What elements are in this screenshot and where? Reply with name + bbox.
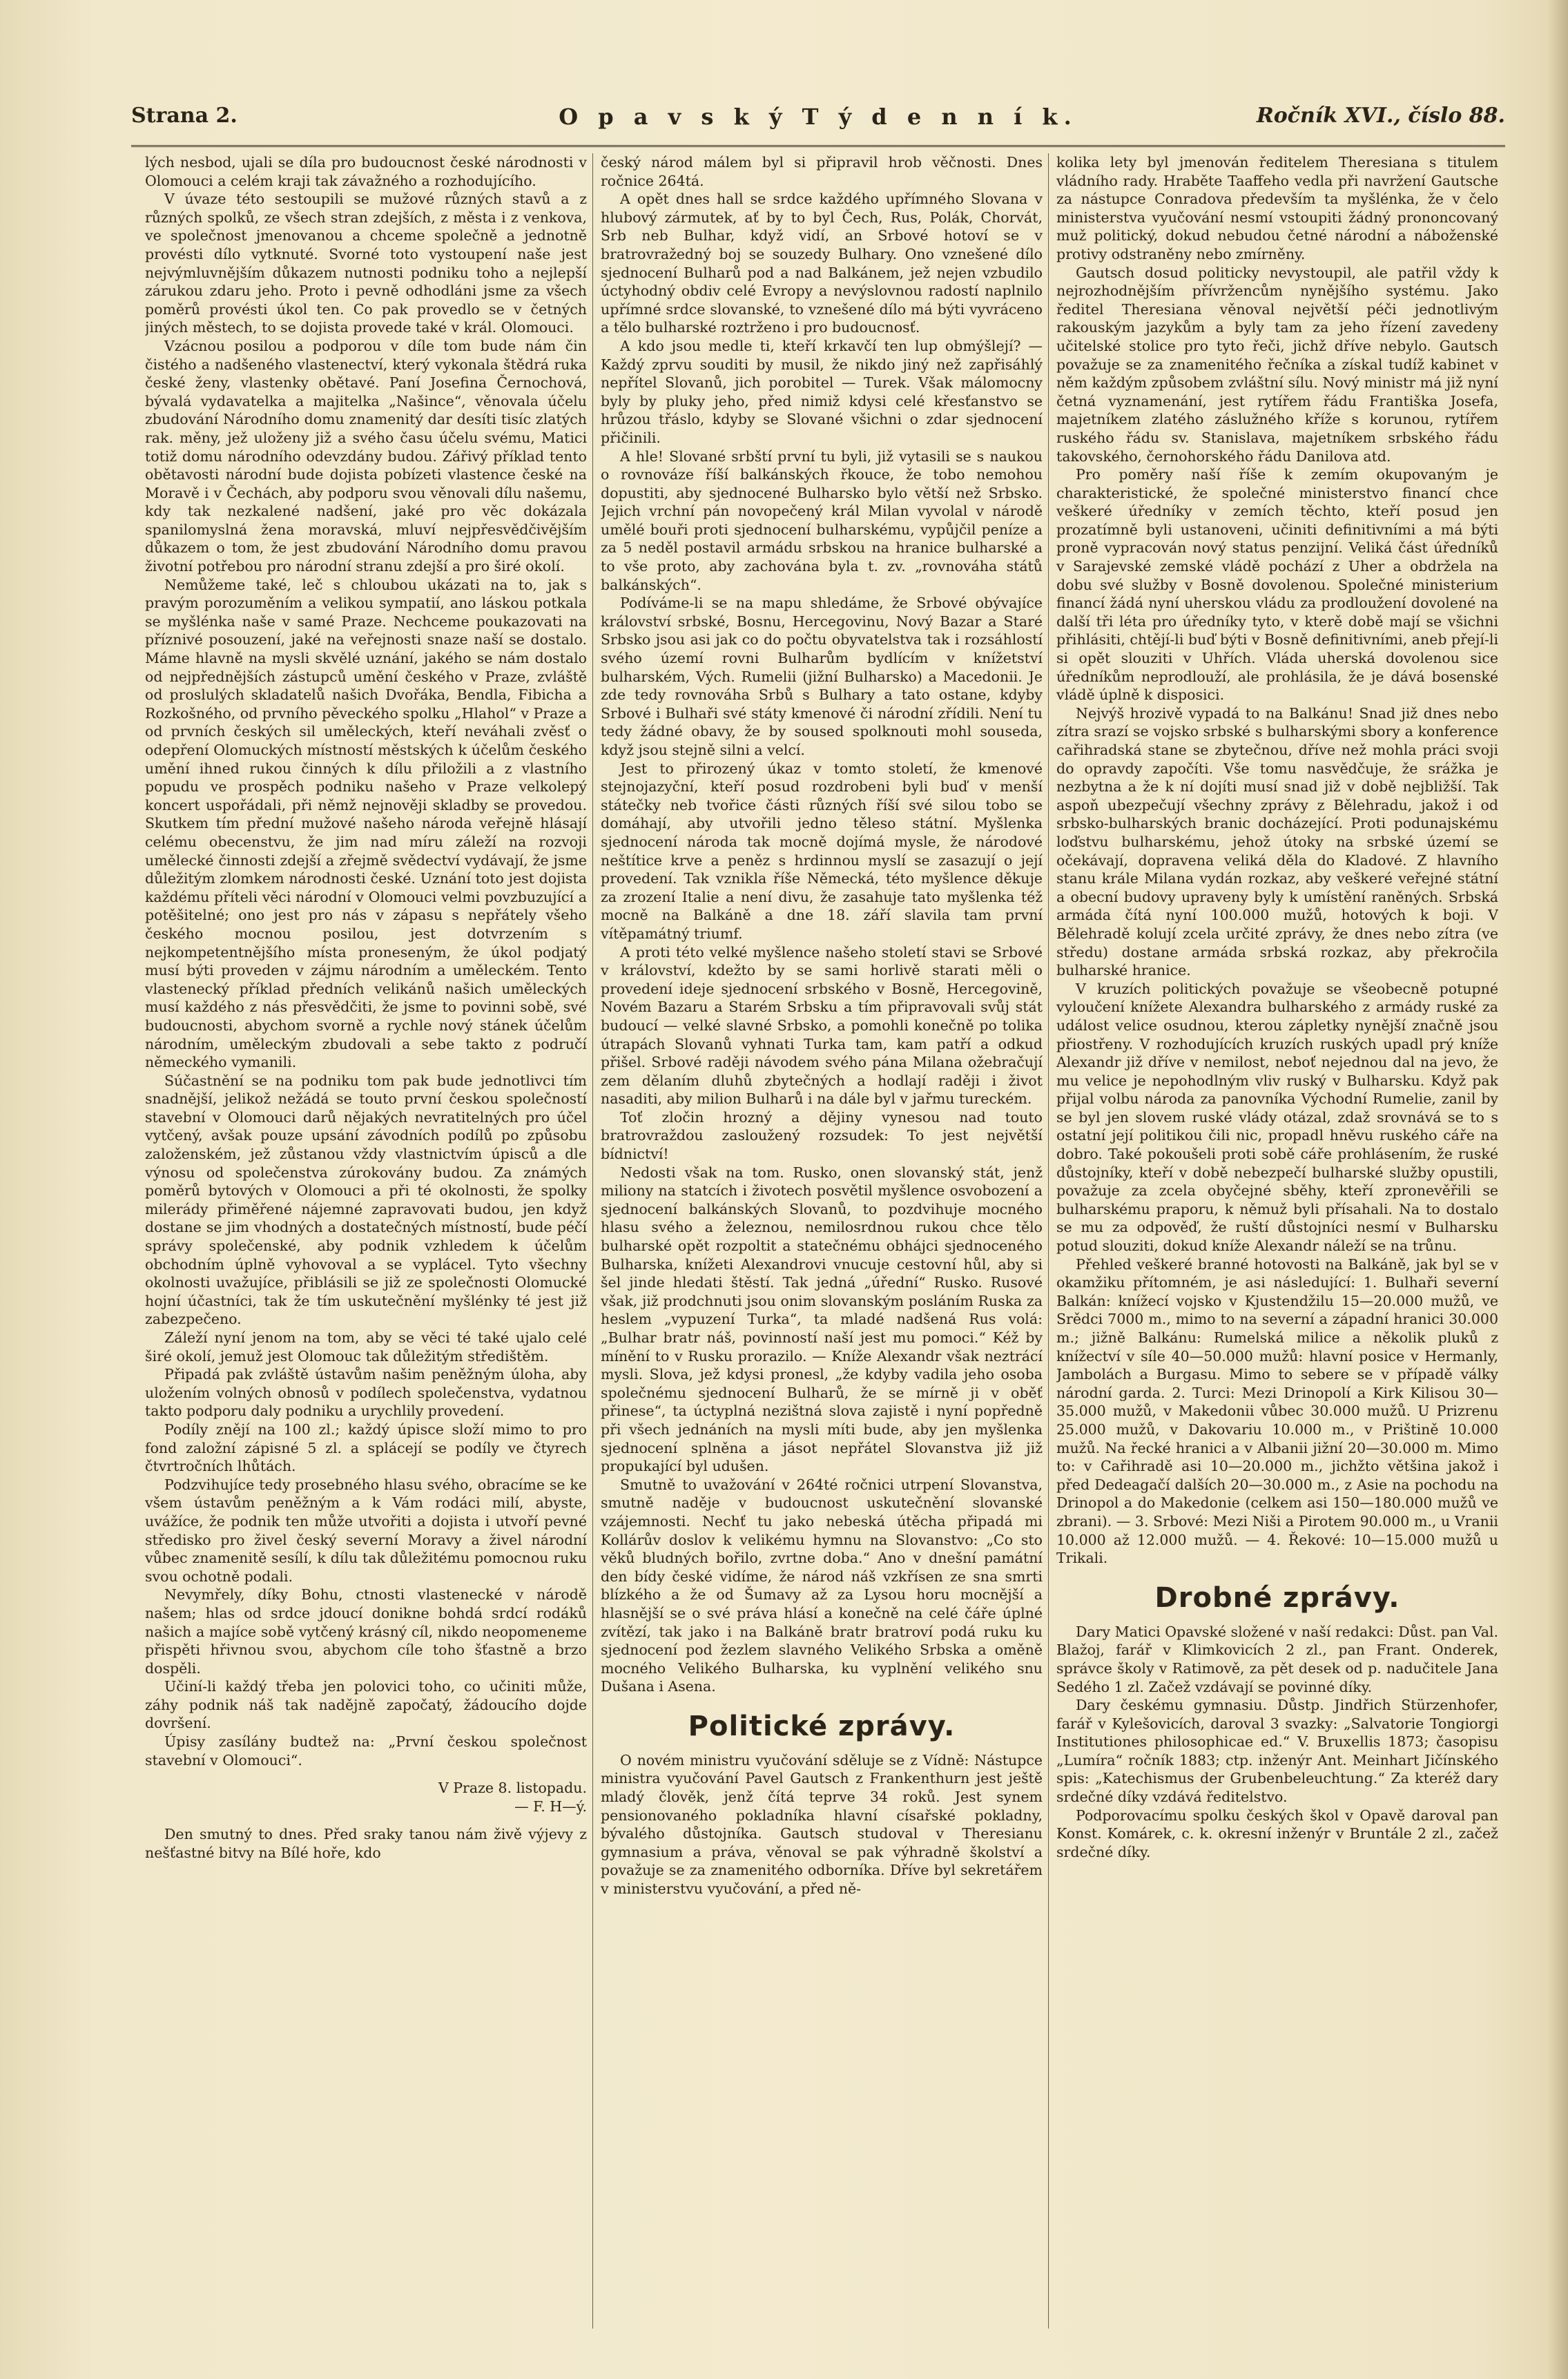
column-divider	[1048, 153, 1049, 2329]
spacer	[145, 1815, 587, 1825]
column-3	[1056, 153, 1498, 2329]
paragraph: kolika lety byl jmenován ředitelem Theresiana s titulem vládního rady. Hraběte Taaffeho vedla při navržení Gautsche za nástupce Conradova především ta myšlénka, že v čelo ministerstva vyučování nesmí vstoupiti žádný prononcovaný muž politický, dokud nebudou četné národní a náboženské protivy odstraněny nebo zmírněny.	[1056, 154, 1498, 262]
page-header	[131, 104, 1505, 147]
paragraph: V úvaze této sestoupili se mužové různých stavů a z různých spolků, ze všech stran zdejších, z města i z venkova, ve společnost jmenovanou a chceme společně a jednotně provésti dílo vytknuté. Svorné toto vystoupení naše jest nejvýmluvnějším důkazem nutnosti podniku toho a nejlepší zárukou zdaru jeho. Proto i pevně odhodláni jsme za všech poměrů provésti úkol ten. Co pak provedlo se v četných jiných městech, to se dojista provede také v král. Olomouci.	[145, 191, 587, 336]
paragraph: V kruzích politických považuje se všeobecně potupné vyloučení knížete Alexandra bulharského z armády ruské za událost velice osudnou, kterou zápletky nynější značně jsou přiostřeny. V rozhodujících kruzích ruských upadl prý kníže Alexandr již dříve v nemilost, neboť nejednou dal na jevo, že mu velice je nepohodlným vliv ruský v Bulharsku. Když pak přijal volbu národa za panovníka Východní Rumelie, zanil by se byl jen slovem ruské vlády otázal, zdaž srovnává se to s ostatní její politikou čili nic, propadl hněvu ruského cáře na dobro. Také pokoušeli proti sobě cáře prohlásením, že ruské důstojníky, kteří v době nebezpečí bulharské služby opustili, považuje za zcela obyčejné sběhy, kteří zpronevěřili se bulharskému praporu, k němuž byli přísahali. Na to dostalo se mu za odpověď, že ruští důstojníci nesmí v Bulharsku potud slouziti, dokud kníže Alexandr náleží se na trůnu.	[1056, 980, 1498, 1255]
paragraph: Nevymřely, díky Bohu, ctnosti vlastenecké v národě našem; hlas od srdce jdoucí donikne bohdá srdcí rodáků našich a majíce sobě vytčený krásný cíl, nikdo neopomeneme přispěti hřivnou svou, abychom cíle toho šťastně a brzo dospěli.	[145, 1586, 587, 1677]
paragraph: Podzvihujíce tedy prosebného hlasu svého, obracíme se ke všem ústavům peněžným a k Vám rodáci milí, abyste, uvážíce, že podnik ten může utvořiti a dojista i utvoří pevné středisko pro živel český severní Moravy a živel národní vůbec znamenitě sesílí, k dílu tak důležitému pomocnou ruku svou ochotně podali.	[145, 1476, 587, 1585]
page-edge-shadow	[1547, 0, 1568, 2379]
paragraph: Smutně to uvažování v 264té ročnici utrpení Slovanstva, smutně naděje v budoucnost uskutečnění slovanské vzájemnosti. Nechť tu jako nebeská útěcha připadá mi Kollárův doslov k velikému hymnu na Slovanstvo: „Co sto věků bludných bořilo, zvrtne doba.“ Ano v dnešní památní den bídy české vidíme, že národ náš vzkřísen ze sna smrti blízkého a že od Šumavy až za Lysou horu mocnější a hlasnější se o své práva hlásí a konečně na celé čáře úplné zvítězí, tak jako i na Balkáně bratr bratroví podá ruku ku sjednocení pod žezlem slavného Velikého Srbska a oměně mocného Velikého Bulharska, ku vyplnění velikého snu Dušana i Asena.	[601, 1476, 1043, 1695]
paragraph: Připadá pak zvláště ústavům našim peněžným úloha, aby uložením volných obnosů v podílech společenstva, vydatnou takto podporu daly podniku a urychlily provedení.	[145, 1366, 587, 1420]
spacer	[145, 1769, 587, 1779]
paragraph: Podíly znějí na 100 zl.; každý úpisce složí mimo to pro fond založní zápisné 5 zl. a splácejí se podíly ve čtyrech čtvrtročních lhůtách.	[145, 1420, 587, 1475]
column-1	[145, 153, 587, 2329]
section-title-politicke-zpravy: Politické zprávy.	[688, 1710, 956, 1742]
paragraph: Podporovacímu spolku českých škol v Opavě daroval pan Konst. Komárek, c. k. okresní inženýr v Bruntále 2 zl., začež srdečné díky.	[1056, 1807, 1498, 1860]
column-divider	[592, 153, 593, 2329]
paragraph: O novém ministru vyučování sděluje se z Vídně: Nástupce ministra vyučování Pavel Gautsch z Frankenthurn jest ještě mladý člověk, jenž čítá teprve 34 roků. Jest synem pensionovaného pokladníka hlavní císařské pokladny, bývalého důstojníka. Gautsch studoval v Theresianu gymnasium a práva, věnoval se pak výhradně školství a považuje se za znamenitého odborníka. Dříve byl sekretářem v ministerstvu vyučování, a před ně-	[601, 1751, 1043, 1898]
paragraph: Záleží nyní jenom na tom, aby se věci té také ujalo celé širé okolí, jemuž jest Olomouc tak důležitým středištěm.	[145, 1329, 587, 1365]
paragraph: Vzácnou posilou a podporou v díle tom bude nám čin čistého a nadšeného vlastenectví, který vykonala štědrá ruka české ženy, vlastenky obětavé. Paní Josefina Černochová, bývalá vydavatelka a majitelka „Našince“, věnovala účelu zbudování Národního domu znamenitý dar desíti tisíc zlatých rak. měny, jež uloženy již a svého času účelu svému, Matici totiž domu národního odevzdány budou. Zářivý příklad tento obětavosti národní bude dojista pobízeti vlastence české na Moravě i v Čechách, aby podporu svou věnovali dílu našemu, kdy tak nezkalené nadšení, jaké pro věc dokázala spanilomyslná žena moravská, mluví nejpřesvědčivějším důkazem o tom, že jest zbudování Národního domu pravou životní potřebou pro národní stranu zdejší a pro širé okolí.	[145, 337, 587, 575]
paragraph: Den smutný to dnes. Před sraky tanou nám živě výjevy z nešťastné bitvy na Bílé hoře, kdo	[145, 1826, 587, 1862]
paragraph: Dary českému gymnasiu. Důstp. Jindřich Stürzenhofer, farář v Kylešovicích, daroval 3 svazky: „Salvatorie Tongiorgi Institutiones philosophicae ed.“ V. Bruxellis 1873; časopisu „Lumíra“ ročník 1883; ctp. inženýr Ant. Meinhart Jičínského spis: „Katechismus der Grubenbeleuchtung.“ Za kteréž dary srdečné díky vzdává ředitelstvo.	[1056, 1697, 1498, 1806]
paragraph: Úpisy zasílány budtež na: „První českou společnost stavební v Olomouci“.	[145, 1733, 587, 1769]
paragraph: Nejvýš hrozivě vypadá to na Balkánu! Snad již dnes nebo zítra srazí se vojsko srbské s bulharskými sbory a konference cařihradská stane se zbytečnou, dříve než mohla práci svoji do opravdy započíti. Vše tomu nasvědčuje, že srážka je nezbytna a že k ní dojíti musí snad již v době nejbližší. Tak aspoň ubezpečují všechny zprávy z Bělehradu, jakož i od srbsko-bulharských branic docházející. Proti podunajskému loďstvu bulharskému, jehož útoky na srbské území se očekávají, dopravena veliká děla do Kladové. Z hlavního stanu krále Milana vydán rozkaz, aby veškeré veřejné státní a obecní budovy upraveny byly k umístění raněných. Srbská armáda čítá nyní 100.000 mužů, hotových k boji. V Bělehradě kolují zcela určité zprávy, že dnes nebo zítra (ve středu) dostane armáda srbská rozkaz, aby překročila bulharské hranice.	[1056, 704, 1498, 979]
section-title-drobne-zpravy: Drobné zprávy.	[1154, 1581, 1400, 1614]
paragraph: Dary Matici Opavské složené v naší redakci: Důst. pan Val. Blažoj, farář v Klimkovicích 2 zl., pan Frant. Onderek, správce školy v Ratimově, za pět desek od p. nadučitele Jana Sedého 1 zl. Začež vzdávají se povinné díky.	[1056, 1623, 1498, 1695]
paragraph: český národ málem byl si připravil hrob věčnosti. Dnes ročnice 264tá.	[601, 154, 1043, 189]
paragraph: Súčastnění se na podniku tom pak bude jednotlivci tím snadnější, jelikož nežádá se touto první českou společností stavební v Olomouci darů nějakých nevratitelných pro účel vytčený, avšak pouze upsání závodních podílů po způsobu založenském, jež zůstanou vždy vlastnictvím úpisců a dle výnosu od společenstva zúrokovány budou. Za známých poměrů bytových v Olomouci a při té okolnosti, že spolky milerády přiměřené nájemné zapravovati budou, jen když dostane se jim vhodných a dostatečných místností, bude péčí správy společenské, aby podnik vzhledem k účelům obchodním úplně vyhovoval a se vyplácel. Tyto všechny okolnosti uvažujíce, přiblásili se již ze společnosti Olomucké hojní účastníci, tak že tím uskutečnění myšlénky té jest již zabezpečeno.	[145, 1072, 587, 1328]
paragraph: Nemůžeme také, leč s chloubou ukázati na to, jak s pravým porozuměním a velikou sympatií, ano láskou potkala se myšlénka naše v samé Praze. Nechceme poukazovati na příznivé posouzení, jaké na veřejnosti snaze naší se dostalo. Máme hlavně na mysli skvělé uznání, jakého se nám dostalo od nejpřednějších zástupců umění českého v Praze, zvláště od proslulých skladatelů našich Dvořáka, Bendla, Fibicha a Rozkošného, od prvního pěveckého spolku „Hlahol“ v Praze a od prvních českých sil uměleckých, kteří neváhali zvěsť o odepření Olomuckých místností městských k účelům českého umění ihned rukou činných k dílu přiložili a z vlastního popudu ve prospěch podniku našeho v Praze velkolepý koncert uspořádali, při němž nejnověji skladby se provedou. Skutkem tím přední mužové našeho národa veřejně hlásají celému obecenstvu, že jim nad míru záleží na rozvoji umělecké činnosti zdejší a zřejmě svědectví vydávají, že jsme důležitým zlomkem národnosti české. Uznání toto jest dojista každému příteli věci národní v Olomouci velmi povzbuzující a potěšitelné; ono jest pro nás v zápasu s nepřátely všeho českého mocnou posilou, jest dotvrzením s nejkompetentnějšího místa proneseným, že úkol podjatý musí býti proveden v zájmu národním a uměleckém. Tento vlastenecký příklad předních velikánů našich uměleckých musí každého z nás přesvědčiti, že jsme to povinni sobě, své budoucnosti, abychom svorně a rychle nový stánek účelům národním, uměleckým zbudovali a sebe takto z područí německého vymanili.	[145, 576, 587, 1071]
paragraph: Podíváme-li se na mapu shledáme, že Srbové obývajíce království srbské, Bosnu, Hercegovinu, Nový Bazar a Staré Srbsko jsou asi jak co do počtu obyvatelstva tak i rozsáhlostí svého území rovni Bulharům bydlícím v knížetství bulharském, Vých. Rumelii (jižní Bulharsko) a Macedonii. Je zde tedy rovnováha Srbů s Bulhary a tato ostane, kdyby Srbové i Bulhaři své státy kmenové či národní zřídili. Není tu tedy žádné obavy, že by soused spolknouti mohl souseda, když jsou stejně silni a velcí.	[601, 595, 1043, 758]
paragraph: A opět dnes hall se srdce každého upřímného Slovana v hlubový zármutek, ať by to byl Čech, Rus, Polák, Chorvát, Srb neb Bulhar, když vidí, an Srbové hotoví se v bratrovražedný boj se souzedy Bulhary. Ono vznešené dílo sjednocení Bulharů pod a nad Balkánem, jež nejen vzbudilo úctyhodný obdiv celé Evropy a nevýslovnou radostí naplnilo upřímné srdce slovanské, to vznešené dílo má býti vyvráceno a tělo bulharské roztrženo i pro budoucnosť.	[601, 191, 1043, 336]
signature: — F. H—ý.	[514, 1798, 587, 1815]
paragraph: A hle! Slované srbští první tu byli, již vytasili se s naukou o rovnováze říší balkánských řkouce, že tobo nemohou dopustiti, aby sjednocené Bulharsko bylo větší než Srbsko. Jejich vrchní pán novopečený král Milan vyvolal v národě umělé bouři proti sjednocení bulharskému, vypůjčil peníze a za 5 neděl postavil armádu srbskou na hranice bulharské a to vše proto, aby zachována byla t. zv. „rovnováha států balkánských“.	[601, 447, 1043, 593]
paragraph: Přehled veškeré branné hotovosti na Balkáně, jak byl se v okamžiku přítomném, je asi následující: 1. Bulhaři severní Balkán: knížecí vojsko v Kjustendžilu 15—20.000 mužů, ve Srědci 7000 m., mimo to na severní a západní hranici 30.000 m.; jižně Balkánu: Rumelská milice a několik pluků z knížectví v síle 40—50.000 mužů: hlavní posice v Hermanly, Jambolách a Burgasu. Mimo to sebere se v případě války národní garda. 2. Turci: Mezi Drinopolí a Kirk Kilisou 30—35.000 mužů, v Makedonii vůbec 30.000 mužů. U Prizrenu 25.000 mužů, v Dakovariu 10.000 m., v Prištině 10.000 mužů. Na řecké hranici a v Albanii jižní 20—30.000 m. Mimo to: v Cařihradě asi 10—20.000 m., jichžto většina jakož i před Dedeagačí dalších 20—30.000 m., z Asie na pochodu na Drinopol a do Makedonie (celkem asi 150—180.000 mužů ve zbrani). — 3. Srbové: Mezi Niši a Pirotem 90.000 m., u Vranii 10.000 až 12.000 mužů. — 4. Řekové: 10—15.000 mužů u Trikali.	[1056, 1255, 1498, 1567]
paragraph: Pro poměry naší říše k zemím okupovaným je charakteristické, že společné ministerstvo financí chce veškeré úředníky v zemích těchto, kteří posud jen prozatímně byli ustanoveni, učiniti definitivními a má býti proně vypracován nový status penzijní. Veliká část úředníků v Sarajevské zemské vládě pochází z Uher a obdržela na dobu své služby v Bosně dovolenou. Společné ministerium financí žádá nyní uherskou vládu za prodloužení dovolené na další tři léta pro úředníky tyto, v kterě době mají se všichni přihlásiti, chtějí-li buď býti v Bosně definitivními, aneb přejí-li si opět slouziti v Uhřích. Vláda uherská dovolenou sice úředníkům neprodlouží, ale prohlásila, že je dává bosenské vládě úplně k disposici.	[1056, 466, 1498, 704]
paragraph: Nedosti však na tom. Rusko, onen slovanský stát, jenž miliony na statcích i životech posvětil myšlence osvobození a sjednocení balkánských Slovanů, to pozdvihuje mocného hlasu svého a železnou, nemilosrdnou rukou chce tělo bulharské opět rozpoltit a statečnému obhájci sjednoceného Bulharska, knížeti Alexandrovi vnucuje cestovní hůl, aby si šel jinde hledati štěstí. Tak jedná „úřední“ Rusko. Rusové však, již prodchnuti jsou onim slovanským posláním Ruska za heslem „vypuzení Turka“, ta mladé nadšená Rus volá: „Bulhar bratr náš, povinností naší jest mu pomoci.“ Kéž by mínění to v Rusku prorazilo. — Kníže Alexandr však neztrácí mysli. Slova, jež kdysi pronesl, „že kdyby vadila jeho osoba společnému sjednocení Bulharů, že se mírně ji v oběť přinese“, ta úctyplná nezištná slova zajistě i nyní popředně při všech jednáních na mysli míti bude, aby jen myšlenka sjednocení splněna a jásot nepřátel Slovanstva již již propukající byl udušen.	[601, 1164, 1043, 1475]
newspaper-title: O p a v s k ý T ý d e n n í k.	[559, 104, 1078, 130]
paragraph: Toť zločin hrozný a dějiny vynesou nad touto bratrovraždou zasloužený rozsudek: To jest největší bídnictví!	[601, 1108, 1043, 1163]
issue-number: Ročník XVI., číslo 88.	[1256, 104, 1505, 128]
dateline: V Praze 8. listopadu.	[438, 1780, 587, 1797]
paragraph: A kdo jsou medle ti, kteří krkavčí ten lup obmýšlejí? — Každý zprvu souditi by musil, že nikdo jiný než zapřisáhlý nepřítel Slovanů, jich porobitel — Turek. Však málomocny byly by pluky jeho, před nimiž kdysi celé křesťanstvo se hrůzou třáslo, kdyby se Slované všichni o zdar sjednocení přičinili.	[601, 337, 1043, 446]
column-2	[601, 153, 1043, 2329]
paragraph: Učiní-li každý třeba jen polovici toho, co učiniti může, záhy podnik náš tak nadějně započatý, žádoucího dojde dovršení.	[145, 1678, 587, 1732]
paragraph: Jest to přirozený úkaz v tomto století, že kmenové stejnojazyční, kteří posud rozdrobeni byli buď v menší státečky neb tvořice části různých říší své silou tobo se domáhají, aby utvořili jedno těleso státní. Myšlenka sjednocení národa tak mocně dojímá mysle, že národové neštítice krve a peněz s hrdinnou myslí se zasazují o její provedení. Tak vznikla říše Německá, této myšlence děkuje za zrození Italie a není divu, že zasahuje tato myšlenka též mocně na Balkáně a dne 18. září slavila tam první vítěpamátný triumf.	[601, 760, 1043, 942]
page-number: Strana 2.	[131, 104, 238, 128]
paragraph: Gautsch dosud politicky nevystoupil, ale patřil vždy k nejrozhodnějším přívržencům nynějšího systému. Jako ředitel Theresiana věnoval největší péči jednotlivým rakouským jazykům a byly tam za jeho řízení zavedeny učitelské stolice pro tyto řeči, jichž dříve nebylo. Gautsch považuje se za znamenitého řečníka a získal tudíž kabinet v něm každým způsobem zvláštní sílu. Nový ministr má již nyní četná vyznamenání, jest rytířem řádu Františka Josefa, majetníkem zlatého záslužného kříže s korunou, rytířem ruského řádu sv. Stanislava, majetníkem srbského řádu takovského, černohorského řádu Danilova atd.	[1056, 264, 1498, 465]
paragraph: A proti této velké myšlence našeho století stavi se Srbové v království, kdežto by se sami horlivě starati měli o provedení ideje sjednocení srbského v Bosně, Hercegovině, Novém Bazaru a Starém Srbsku a tím připravovali svůj stát budoucí — velké slavné Srbsko, a pomohli konečně po tolika útrapách Slovanů vyhnati Turka tam, kam patří a odkud přišel. Srbové raději návodem svého pána Milana ožebračují zem dělaním dluhů zbytečných a hodlají raději i život nasaditi, aby milion Bulharů i na dále byl v jařmu tureckém.	[601, 943, 1043, 1108]
paragraph: lých nesbod, ujali se díla pro budoucnost české národnosti v Olomouci a celém kraji tak závažného a rozhodujícího.	[145, 154, 587, 189]
